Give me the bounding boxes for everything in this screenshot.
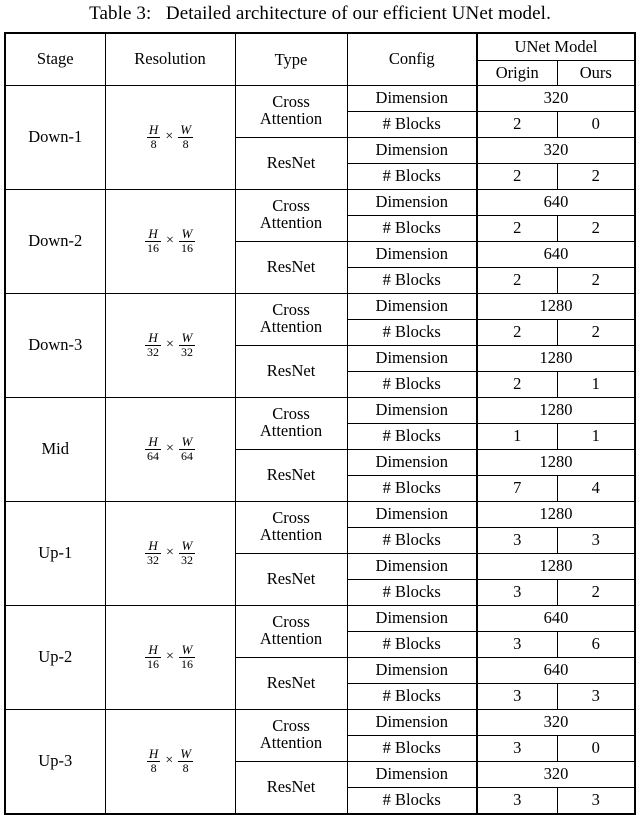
type-cell-resnet: ResNet [235,137,347,189]
dimension-value: 1280 [477,397,635,423]
resolution-cell: $\frac{H}{32}$ × $\frac{W}{32}$ [105,293,235,397]
config-label-blocks: # Blocks [347,631,477,657]
blocks-ours-value: 3 [557,787,635,814]
config-label-blocks: # Blocks [347,319,477,345]
stage-cell: Down-3 [5,293,105,397]
config-label-blocks: # Blocks [347,579,477,605]
dimension-value: 1280 [477,345,635,371]
blocks-origin-value: 3 [477,683,557,709]
config-label-dimension: Dimension [347,293,477,319]
blocks-ours-value: 1 [557,423,635,449]
dimension-value: 320 [477,761,635,787]
config-label-dimension: Dimension [347,241,477,267]
blocks-ours-value: 2 [557,579,635,605]
type-cell-cross-attention: Cross Attention [235,709,347,761]
stage-cell: Down-1 [5,85,105,189]
blocks-ours-value: 4 [557,475,635,501]
table-row [5,397,635,423]
dimension-value: 1280 [477,449,635,475]
stage-cell: Up-1 [5,501,105,605]
config-label-dimension: Dimension [347,709,477,735]
config-label-dimension: Dimension [347,137,477,163]
type-cell-cross-attention: Cross Attention [235,293,347,345]
architecture-table [4,32,636,815]
blocks-origin-value: 3 [477,527,557,553]
blocks-ours-value: 0 [557,735,635,761]
type-cell-cross-attention: Cross Attention [235,605,347,657]
config-label-dimension: Dimension [347,85,477,111]
table-row [5,85,635,111]
config-label-dimension: Dimension [347,189,477,215]
config-label-dimension: Dimension [347,761,477,787]
caption-text: Detailed architecture of our efficient UNet model. [165,3,551,24]
dimension-value: 640 [477,605,635,631]
config-label-dimension: Dimension [347,397,477,423]
config-label-dimension: Dimension [347,657,477,683]
config-label-dimension: Dimension [347,605,477,631]
config-label-blocks: # Blocks [347,423,477,449]
blocks-ours-value: 6 [557,631,635,657]
stage-cell: Up-2 [5,605,105,709]
blocks-origin-value: 3 [477,735,557,761]
config-label-blocks: # Blocks [347,787,477,814]
config-label-dimension: Dimension [347,501,477,527]
config-label-blocks: # Blocks [347,735,477,761]
type-cell-cross-attention: Cross Attention [235,501,347,553]
config-label-dimension: Dimension [347,345,477,371]
header-config: Config [347,33,477,85]
type-cell-resnet: ResNet [235,553,347,605]
dimension-value: 640 [477,189,635,215]
caption-label: Table 3: [89,3,152,24]
table-row [5,605,635,631]
blocks-ours-value: 2 [557,319,635,345]
dimension-value: 640 [477,241,635,267]
resolution-cell: $\frac{H}{16}$ × $\frac{W}{16}$ [105,189,235,293]
header-resolution: Resolution [105,33,235,85]
resolution-cell: $\frac{H}{8}$ × $\frac{W}{8}$ [105,709,235,814]
resolution-cell: $\frac{H}{8}$ × $\frac{W}{8}$ [105,85,235,189]
blocks-origin-value: 3 [477,787,557,814]
config-label-blocks: # Blocks [347,683,477,709]
blocks-origin-value: 2 [477,163,557,189]
table-row [5,709,635,735]
dimension-value: 320 [477,137,635,163]
table-row [5,293,635,319]
config-label-blocks: # Blocks [347,475,477,501]
stage-cell: Mid [5,397,105,501]
config-label-dimension: Dimension [347,553,477,579]
resolution-cell: $\frac{H}{32}$ × $\frac{W}{32}$ [105,501,235,605]
type-cell-resnet: ResNet [235,241,347,293]
resolution-cell: $\frac{H}{16}$ × $\frac{W}{16}$ [105,605,235,709]
dimension-value: 1280 [477,293,635,319]
table-caption [0,0,640,32]
header-stage: Stage [5,33,105,85]
dimension-value: 1280 [477,553,635,579]
table-row [5,189,635,215]
blocks-ours-value: 2 [557,267,635,293]
dimension-value: 640 [477,657,635,683]
config-label-blocks: # Blocks [347,371,477,397]
blocks-ours-value: 3 [557,527,635,553]
type-cell-resnet: ResNet [235,345,347,397]
table-header [5,33,635,85]
config-label-blocks: # Blocks [347,527,477,553]
type-cell-resnet: ResNet [235,761,347,814]
config-label-blocks: # Blocks [347,163,477,189]
header-unet-model: UNet Model [477,33,635,60]
type-cell-cross-attention: Cross Attention [235,397,347,449]
blocks-origin-value: 3 [477,631,557,657]
blocks-origin-value: 2 [477,111,557,137]
blocks-ours-value: 0 [557,111,635,137]
header-type: Type [235,33,347,85]
stage-cell: Up-3 [5,709,105,814]
blocks-origin-value: 3 [477,579,557,605]
header-origin: Origin [477,60,557,85]
blocks-ours-value: 1 [557,371,635,397]
dimension-value: 320 [477,85,635,111]
blocks-origin-value: 7 [477,475,557,501]
dimension-value: 320 [477,709,635,735]
blocks-origin-value: 2 [477,319,557,345]
blocks-origin-value: 1 [477,423,557,449]
stage-cell: Down-2 [5,189,105,293]
type-cell-resnet: ResNet [235,657,347,709]
config-label-blocks: # Blocks [347,111,477,137]
config-label-blocks: # Blocks [347,267,477,293]
resolution-cell: $\frac{H}{64}$ × $\frac{W}{64}$ [105,397,235,501]
blocks-origin-value: 2 [477,267,557,293]
config-label-dimension: Dimension [347,449,477,475]
header-row-main [5,33,635,60]
type-cell-resnet: ResNet [235,449,347,501]
blocks-origin-value: 2 [477,371,557,397]
table-body [5,85,635,814]
header-ours: Ours [557,60,635,85]
blocks-ours-value: 2 [557,163,635,189]
blocks-origin-value: 2 [477,215,557,241]
dimension-value: 1280 [477,501,635,527]
config-label-blocks: # Blocks [347,215,477,241]
blocks-ours-value: 3 [557,683,635,709]
type-cell-cross-attention: Cross Attention [235,189,347,241]
type-cell-cross-attention: Cross Attention [235,85,347,137]
table-row [5,501,635,527]
blocks-ours-value: 2 [557,215,635,241]
